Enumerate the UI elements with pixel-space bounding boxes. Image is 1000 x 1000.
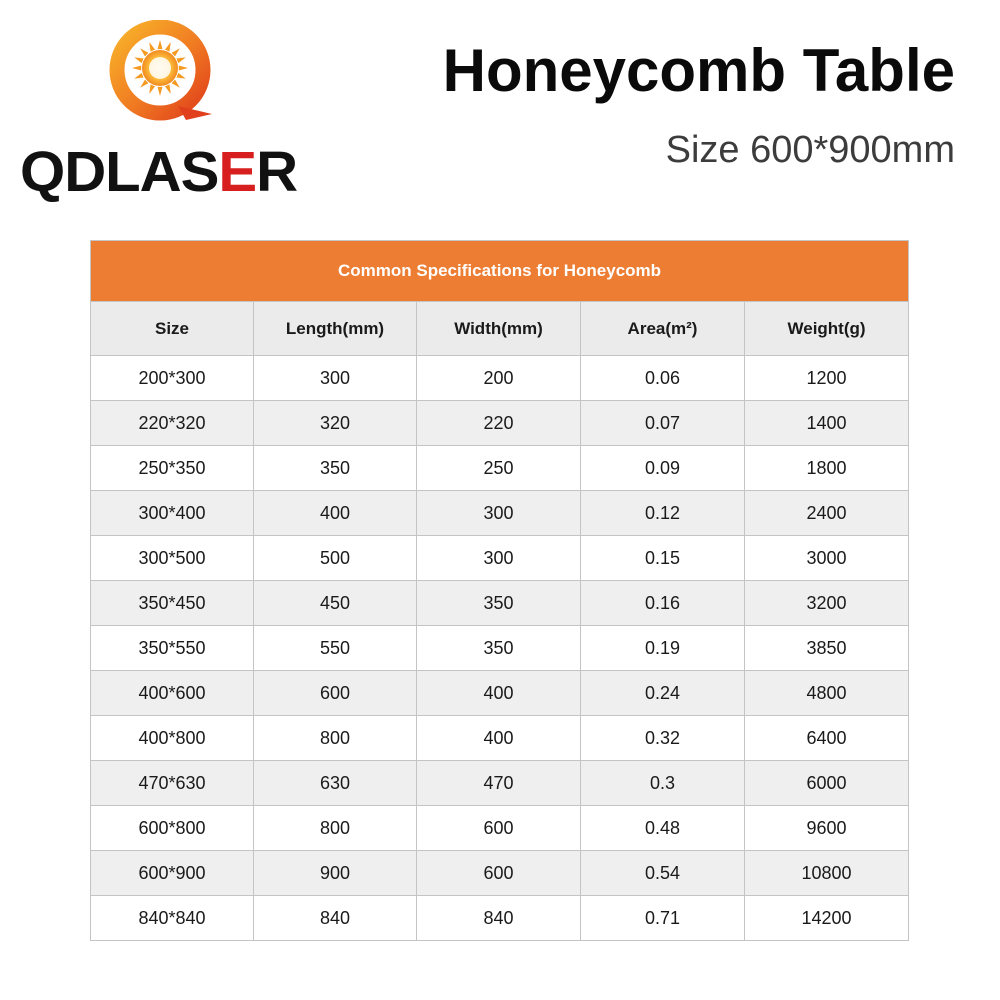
table-cell: 14200: [745, 896, 909, 941]
table-cell: 220*320: [91, 401, 254, 446]
brand-wordmark: [20, 140, 326, 204]
table-cell: 600: [417, 851, 581, 896]
table-cell: 350*450: [91, 581, 254, 626]
table-body: [91, 356, 909, 941]
table-cell: 0.12: [581, 491, 745, 536]
table-caption-row: [91, 241, 909, 302]
table-cell: 0.15: [581, 536, 745, 581]
table-cell: 0.3: [581, 761, 745, 806]
brand-name-accent: E: [218, 140, 257, 204]
table-cell: 400: [417, 671, 581, 716]
table-cell: 600*800: [91, 806, 254, 851]
table-cell: 550: [254, 626, 417, 671]
table-cell: 470*630: [91, 761, 254, 806]
table-row: [91, 581, 909, 626]
table-cell: 800: [254, 806, 417, 851]
table-cell: 300*400: [91, 491, 254, 536]
table-header-row: [91, 302, 909, 356]
table-cell: 1400: [745, 401, 909, 446]
page-subtitle: Size 600*900mm: [665, 129, 955, 171]
table-cell: 2400: [745, 491, 909, 536]
table-cell: 400: [254, 491, 417, 536]
table-cell: 470: [417, 761, 581, 806]
table-cell: 0.06: [581, 356, 745, 401]
table-cell: 400: [417, 716, 581, 761]
table-cell: 250: [417, 446, 581, 491]
table-row: [91, 536, 909, 581]
table-cell: 400*800: [91, 716, 254, 761]
table-cell: 0.07: [581, 401, 745, 446]
table-cell: 840*840: [91, 896, 254, 941]
table-row: [91, 491, 909, 536]
table-cell: 200: [417, 356, 581, 401]
table-cell: 3850: [745, 626, 909, 671]
table-cell: 0.54: [581, 851, 745, 896]
table-cell: 0.71: [581, 896, 745, 941]
table-cell: 350: [254, 446, 417, 491]
table-cell: 9600: [745, 806, 909, 851]
table-cell: 800: [254, 716, 417, 761]
table-cell: 0.09: [581, 446, 745, 491]
column-header: Width(mm): [417, 302, 581, 356]
table-cell: 10800: [745, 851, 909, 896]
table-row: [91, 716, 909, 761]
table-cell: 900: [254, 851, 417, 896]
table-cell: 3000: [745, 536, 909, 581]
table-cell: 300: [254, 356, 417, 401]
column-header: Length(mm): [254, 302, 417, 356]
table-row: [91, 401, 909, 446]
column-header: Area(m²): [581, 302, 745, 356]
table-row: [91, 671, 909, 716]
table-cell: 220: [417, 401, 581, 446]
table-caption: Common Specifications for Honeycomb: [91, 241, 909, 302]
sun-q-logo-icon: [108, 20, 218, 128]
table-cell: 840: [254, 896, 417, 941]
table-cell: 1800: [745, 446, 909, 491]
table-cell: 4800: [745, 671, 909, 716]
table-cell: 500: [254, 536, 417, 581]
table-cell: 6000: [745, 761, 909, 806]
table-cell: 200*300: [91, 356, 254, 401]
table-cell: 350: [417, 581, 581, 626]
table-cell: 0.19: [581, 626, 745, 671]
column-header: Weight(g): [745, 302, 909, 356]
table-row: [91, 896, 909, 941]
table-cell: 300: [417, 536, 581, 581]
table-cell: 300*500: [91, 536, 254, 581]
table-row: [91, 806, 909, 851]
brand-name-part1: QDLAS: [20, 140, 219, 204]
table-cell: 3200: [745, 581, 909, 626]
table-cell: 0.24: [581, 671, 745, 716]
table-cell: 450: [254, 581, 417, 626]
table-cell: 250*350: [91, 446, 254, 491]
table-row: [91, 626, 909, 671]
table-cell: 400*600: [91, 671, 254, 716]
column-header: Size: [91, 302, 254, 356]
table-cell: 350: [417, 626, 581, 671]
table-cell: 300: [417, 491, 581, 536]
table-cell: 320: [254, 401, 417, 446]
table-cell: 0.32: [581, 716, 745, 761]
table-cell: 600: [254, 671, 417, 716]
table-row: [91, 446, 909, 491]
table-row: [91, 851, 909, 896]
table-row: [91, 761, 909, 806]
table-cell: 840: [417, 896, 581, 941]
table-cell: 630: [254, 761, 417, 806]
page-title: Honeycomb Table: [442, 37, 955, 104]
table-cell: 6400: [745, 716, 909, 761]
table-cell: 350*550: [91, 626, 254, 671]
table-cell: 1200: [745, 356, 909, 401]
table-cell: 0.48: [581, 806, 745, 851]
brand-name-part2: R: [256, 140, 298, 204]
table-cell: 600*900: [91, 851, 254, 896]
table-cell: 0.16: [581, 581, 745, 626]
spec-table: [90, 240, 909, 941]
table-cell: 600: [417, 806, 581, 851]
table-row: [91, 356, 909, 401]
